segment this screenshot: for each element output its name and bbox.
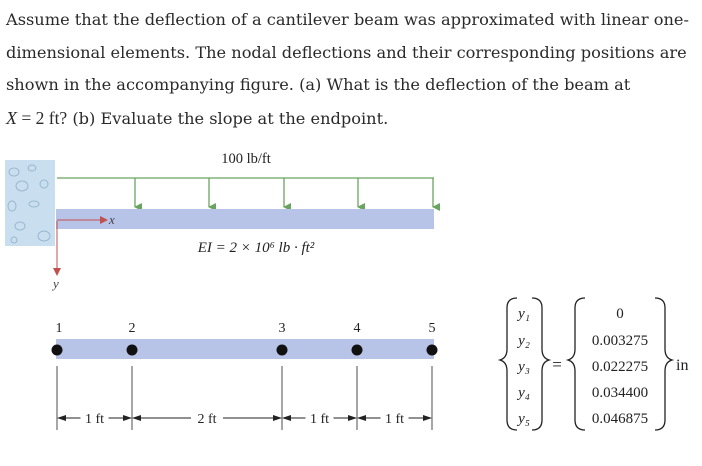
equals-sign: =	[552, 355, 562, 374]
spacing-label: 1 ft	[384, 412, 405, 427]
vector-label: y₄	[518, 385, 530, 401]
stiffness-label: EI = 2 × 10⁶ lb · ft²	[197, 240, 315, 256]
vector-entries	[516, 306, 648, 427]
deflection-value: 0.034400	[591, 385, 649, 401]
problem-line-3: shown in the accompanying figure. (a) What is the deflection of the beam at	[6, 75, 631, 95]
vector-label: y₃	[518, 359, 530, 375]
node-label: 2	[128, 321, 136, 336]
dimension-lines	[57, 366, 432, 430]
node-label: 3	[278, 321, 286, 336]
vector-label: y₅	[518, 411, 530, 427]
variable-x: X	[6, 107, 17, 128]
spacing-label: 1 ft	[309, 412, 330, 427]
node-label: 4	[353, 321, 361, 336]
problem-line-4-rest: (b) Evaluate the slope at the endpoint.	[67, 108, 389, 128]
problem-line-2: dimensional elements. The nodal deflections and their corresponding positions are	[6, 42, 687, 62]
y-axis-label: y	[53, 276, 59, 291]
left-brace	[500, 298, 517, 430]
dimension-group	[58, 412, 431, 427]
spacing-label: 2 ft	[197, 412, 217, 427]
node-point	[52, 345, 63, 356]
load-label: 100 lb/ft	[221, 151, 271, 167]
vector-label: y₁	[518, 306, 530, 322]
node-label: 5	[428, 321, 436, 336]
distributed-load	[57, 178, 434, 207]
equation-x-2ft: = 2 ft?	[17, 107, 68, 128]
fixed-wall	[5, 160, 55, 246]
node-label: 1	[55, 321, 63, 336]
deflection-value: 0.022275	[591, 359, 649, 375]
right-brace	[532, 298, 549, 430]
vector-label: y₂	[518, 333, 530, 349]
deflection-value: 0.046875	[591, 411, 649, 427]
node-point	[127, 345, 138, 356]
left-brace	[568, 298, 585, 430]
spacing-label: 1 ft	[84, 412, 105, 427]
problem-line-1: Assume that the deflection of a cantilever beam was approximated with linear one-	[6, 10, 689, 29]
node-point	[352, 345, 363, 356]
element-model-bar	[56, 339, 434, 359]
node-point	[277, 345, 288, 356]
unit-label: in	[676, 357, 689, 374]
deflection-value: 0	[616, 306, 624, 322]
x-axis-label: x	[109, 212, 115, 227]
deflection-value: 0.003275	[591, 333, 649, 349]
node-label-group	[56, 321, 436, 336]
node-point	[427, 345, 438, 356]
right-brace	[655, 298, 672, 430]
